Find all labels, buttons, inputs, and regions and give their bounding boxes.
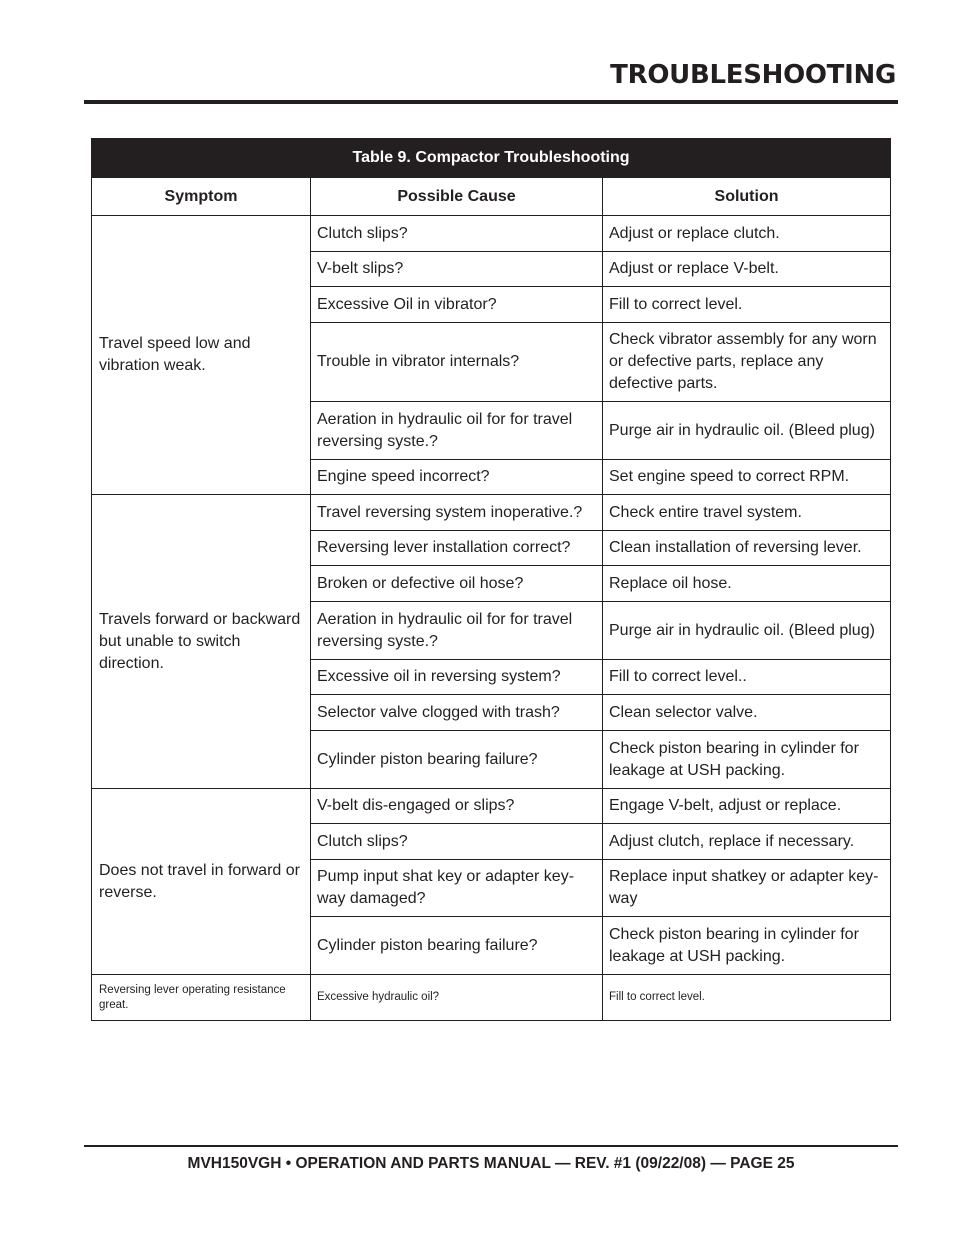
cause-cell: Clutch slips? bbox=[311, 824, 603, 860]
solution-cell: Adjust or replace V-belt. bbox=[603, 252, 891, 287]
cause-cell: Aeration in hydraulic oil for for travel reversing syste.? bbox=[311, 402, 603, 460]
cause-cell: Pump input shat key or adapter key-way damaged? bbox=[311, 860, 603, 917]
table-row bbox=[92, 216, 891, 252]
symptom-cell: Does not travel in forward or reverse. bbox=[92, 789, 311, 975]
table-row bbox=[92, 975, 891, 1021]
cause-cell: Excessive oil in reversing system? bbox=[311, 660, 603, 695]
solution-cell: Purge air in hydraulic oil. (Bleed plug) bbox=[603, 602, 891, 660]
symptom-cell: Travels forward or backward but unable to switch direction. bbox=[92, 495, 311, 789]
cause-cell: Selector valve clogged with trash? bbox=[311, 695, 603, 731]
solution-cell: Set engine speed to correct RPM. bbox=[603, 460, 891, 495]
solution-cell: Adjust or replace clutch. bbox=[603, 216, 891, 252]
table-row bbox=[92, 789, 891, 824]
solution-cell: Clean selector valve. bbox=[603, 695, 891, 731]
footer-rule bbox=[84, 1145, 898, 1147]
column-header-possible-cause: Possible Cause bbox=[311, 178, 603, 216]
column-header-solution: Solution bbox=[603, 178, 891, 216]
troubleshooting-table bbox=[91, 138, 891, 1021]
solution-cell: Adjust clutch, replace if necessary. bbox=[603, 824, 891, 860]
table-row bbox=[92, 495, 891, 531]
cause-cell: Aeration in hydraulic oil for for travel reversing syste.? bbox=[311, 602, 603, 660]
solution-cell: Fill to correct level. bbox=[603, 975, 891, 1021]
solution-cell: Replace input shatkey or adapter key-way bbox=[603, 860, 891, 917]
cause-cell: Engine speed incorrect? bbox=[311, 460, 603, 495]
solution-cell: Fill to correct level. bbox=[603, 287, 891, 323]
solution-cell: Replace oil hose. bbox=[603, 566, 891, 602]
solution-cell: Check vibrator assembly for any worn or defective parts, replace any defective parts. bbox=[603, 323, 891, 402]
solution-cell: Check entire travel system. bbox=[603, 495, 891, 531]
cause-cell: Reversing lever installation correct? bbox=[311, 531, 603, 566]
cause-cell: Excessive Oil in vibrator? bbox=[311, 287, 603, 323]
solution-cell: Check piston bearing in cylinder for leakage at USH packing. bbox=[603, 917, 891, 975]
cause-cell: Cylinder piston bearing failure? bbox=[311, 731, 603, 789]
table-caption: Table 9. Compactor Troubleshooting bbox=[92, 139, 891, 178]
symptom-cell: Travel speed low and vibration weak. bbox=[92, 216, 311, 495]
solution-cell: Check piston bearing in cylinder for leakage at USH packing. bbox=[603, 731, 891, 789]
cause-cell: Travel reversing system inoperative.? bbox=[311, 495, 603, 531]
cause-cell: Trouble in vibrator internals? bbox=[311, 323, 603, 402]
page-footer: MVH150VGH • OPERATION AND PARTS MANUAL — REV. #1 (09/22/08) — PAGE 25 bbox=[187, 1155, 795, 1172]
header-rule bbox=[84, 100, 898, 104]
solution-cell: Fill to correct level.. bbox=[603, 660, 891, 695]
solution-cell: Purge air in hydraulic oil. (Bleed plug) bbox=[603, 402, 891, 460]
cause-cell: Cylinder piston bearing failure? bbox=[311, 917, 603, 975]
cause-cell: Excessive hydraulic oil? bbox=[311, 975, 603, 1021]
cause-cell: Broken or defective oil hose? bbox=[311, 566, 603, 602]
column-header-symptom: Symptom bbox=[92, 178, 311, 216]
cause-cell: V-belt dis-engaged or slips? bbox=[311, 789, 603, 824]
solution-cell: Clean installation of reversing lever. bbox=[603, 531, 891, 566]
page-section-title: TROUBLESHOOTING bbox=[610, 60, 896, 90]
solution-cell: Engage V-belt, adjust or replace. bbox=[603, 789, 891, 824]
cause-cell: Clutch slips? bbox=[311, 216, 603, 252]
symptom-cell: Reversing lever operating resistance great. bbox=[92, 975, 311, 1021]
cause-cell: V-belt slips? bbox=[311, 252, 603, 287]
